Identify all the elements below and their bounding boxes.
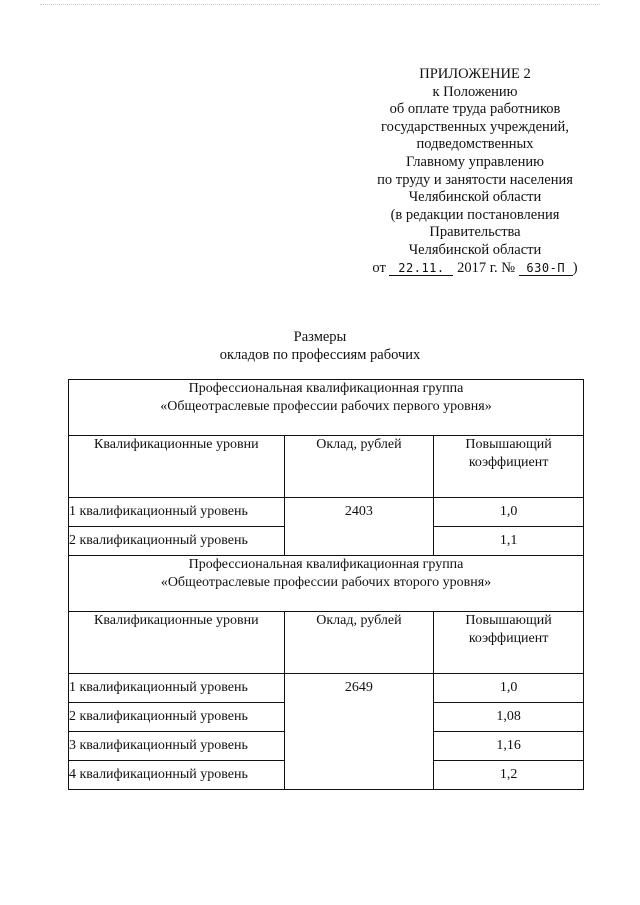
level-name: 1 квалификационный уровень [69, 674, 285, 703]
title-line-1: Размеры [293, 329, 347, 345]
table-row [69, 498, 584, 527]
year-text: 2017 г. № [457, 259, 516, 276]
resolution-date-line [360, 260, 590, 278]
level-name: 2 квалификационный уровень [69, 703, 285, 732]
coefficient-value: 1,0 [434, 674, 584, 703]
heading-line: государственных учреждений, [381, 118, 569, 135]
heading-line: об оплате труда работников [389, 101, 561, 118]
resolution-date: 22.11. [389, 261, 453, 276]
coefficient-value: 1,1 [434, 527, 584, 556]
group-title [69, 380, 584, 436]
level-name: 4 квалификационный уровень [69, 761, 285, 790]
group-title-line-2: «Общеотраслевые профессии рабочих второго уровня» [160, 574, 492, 590]
coefficient-header-line-1: Повышающий [465, 613, 552, 628]
resolution-number: 630-П [519, 261, 573, 276]
heading-line: Челябинской области [408, 189, 542, 206]
title-line-2: окладов по профессиям рабочих [219, 346, 421, 363]
scan-artifact [40, 4, 600, 8]
date-prefix: от [372, 259, 386, 276]
group-header-row [69, 556, 584, 612]
group-title-line-2: «Общеотраслевые профессии рабочих первого уровня» [160, 398, 492, 414]
closing-paren: ) [572, 259, 578, 276]
salary-table [68, 379, 584, 790]
heading-line: по труду и занятости населения [377, 171, 573, 188]
heading-line: Правительства [429, 224, 521, 241]
salary-value: 2403 [284, 498, 434, 556]
group-header-row [69, 380, 584, 436]
coefficient-header-line-2: коэффициент [468, 454, 549, 470]
column-header-levels: Квалификационные уровни [69, 612, 285, 674]
column-header-salary: Оклад, рублей [284, 612, 434, 674]
table-row [69, 674, 584, 703]
coefficient-value: 1,0 [434, 498, 584, 527]
coefficient-header-line-1: Повышающий [465, 437, 552, 452]
heading-line: Главному управлению [406, 153, 544, 170]
column-header-coefficient [434, 612, 584, 674]
column-header-coefficient [434, 436, 584, 498]
coefficient-value: 1,2 [434, 761, 584, 790]
column-header-salary: Оклад, рублей [284, 436, 434, 498]
level-name: 3 квалификационный уровень [69, 732, 285, 761]
column-header-row [69, 612, 584, 674]
group-title [69, 556, 584, 612]
appendix-heading [360, 66, 590, 277]
heading-line: к Положению [432, 83, 518, 100]
heading-line: подведомственных [416, 136, 534, 153]
column-header-levels: Квалификационные уровни [69, 436, 285, 498]
document-title [0, 329, 640, 364]
coefficient-value: 1,16 [434, 732, 584, 761]
group-title-line-1: Профессиональная квалификационная группа [188, 381, 464, 396]
heading-line: Челябинской области [408, 241, 542, 258]
heading-line: (в редакции постановления [390, 206, 560, 223]
level-name: 1 квалификационный уровень [69, 498, 285, 527]
salary-value: 2649 [284, 674, 434, 790]
level-name: 2 квалификационный уровень [69, 527, 285, 556]
coefficient-header-line-2: коэффициент [468, 630, 549, 646]
group-title-line-1: Профессиональная квалификационная группа [188, 557, 464, 572]
coefficient-value: 1,08 [434, 703, 584, 732]
heading-line: ПРИЛОЖЕНИЕ 2 [419, 66, 531, 82]
column-header-row [69, 436, 584, 498]
